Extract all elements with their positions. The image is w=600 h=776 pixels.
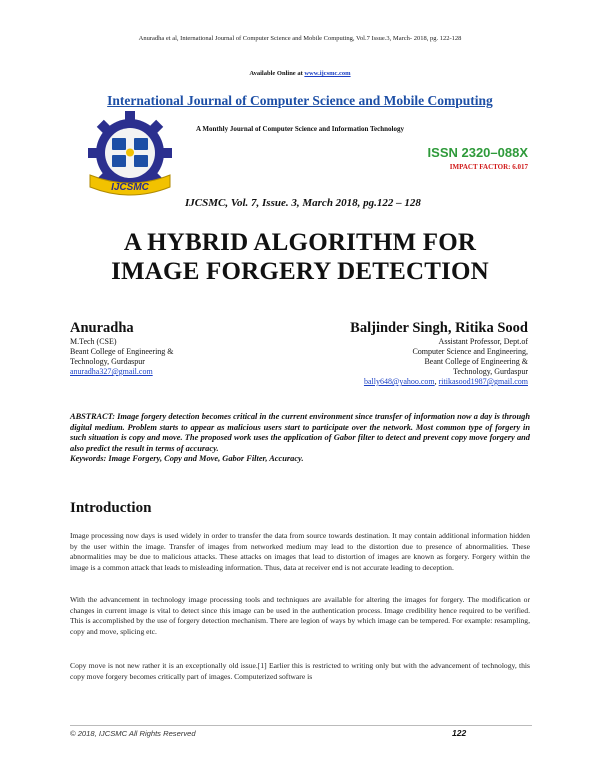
affiliation-line: Assistant Professor, Dept.of [438, 337, 528, 346]
author-email-link[interactable]: anuradha327@gmail.com [70, 367, 153, 376]
abstract-block [70, 412, 530, 465]
journal-subtitle: A Monthly Journal of Computer Science and Information Technology [196, 125, 404, 133]
journal-name[interactable]: International Journal of Computer Science and Mobile Computing [107, 93, 493, 108]
citation-line: IJCSMC, Vol. 7, Issue. 3, March 2018, pg.122 – 128 [185, 197, 421, 209]
page-number: 122 [452, 728, 467, 738]
paragraph: Image processing now days is used widely in order to transfer the data from source towards destination. It may contain additional information hidden by the user within the image. Transfer of images from networked medium may lead to the distortion due to presence of abnormalities. These abnormalities may be due to malicious attacks. These attacks on images that lead to distortion of images are known as forgery. Forgery within the image is a common attack that leads to misleading information. Thus, data at receiver end is not accurate leading to deception. [70, 531, 530, 572]
title-line: IMAGE FORGERY DETECTION [111, 258, 489, 285]
journal-website-link[interactable]: www.ijcsmc.com [304, 70, 351, 77]
logo-text: IJCSMC [111, 182, 149, 193]
paragraph: With the advancement in technology image processing tools and techniques are available for altering the images for forgery. The modification or changes in current image is vital to detect since this image can be used in the authentication process. Image credibility hence required to be verified. This is accomplished by the use of forgery detection mechanism. There are legion of ways by which image can be tempered. For example: resampling, copy and move, splicing etc. [70, 595, 530, 636]
available-label: Available Online at [249, 70, 305, 77]
affiliation-line: Beant College of Engineering & [424, 357, 528, 366]
affiliation-line: M.Tech (CSE) [70, 337, 117, 346]
abstract-text: ABSTRACT: Image forgery detection becomes critical in the current environment since transfer of information now a day is through digital medium. Problem starts to appear as malicious users start to participate over the network. Most common type of forgery in such situation is copy and move. The proposed work uses the application of Gabor filter to detect and prevent copy move forgery and also predict the result in terms of accuracy. [70, 412, 530, 453]
available-online [0, 70, 600, 77]
paper-title [0, 228, 600, 286]
ijcsmc-logo-icon [80, 105, 180, 205]
issn-label: ISSN 2320–088X [427, 145, 528, 160]
running-head: Anuradha et al, International Journal of Computer Science and Mobile Computing, Vol.7 Issue.3, March- 2018, pg. 122-128 [138, 35, 462, 42]
affiliation-line: Computer Science and Engineering, [412, 347, 528, 356]
footer-divider [70, 725, 532, 726]
email-separator: , [434, 377, 439, 386]
title-line: A HYBRID ALGORITHM FOR [123, 229, 477, 256]
affiliation-line: Beant College of Engineering & [70, 347, 174, 356]
affiliation-line: Technology, Gurdaspur [453, 367, 528, 376]
author-block-right [228, 320, 528, 387]
footer-copyright: © 2018, IJCSMC All Rights Reserved [70, 729, 196, 738]
author-email-link[interactable]: ritikasood1987@gmail.com [438, 377, 528, 386]
section-heading: Introduction [70, 500, 152, 516]
impact-factor: IMPACT FACTOR: 6.017 [449, 163, 528, 171]
affiliation-line: Technology, Gurdaspur [70, 357, 145, 366]
author-email-link[interactable]: bally648@yahoo.com [363, 377, 435, 386]
keywords: Keywords: Image Forgery, Copy and Move, Gabor Filter, Accuracy. [70, 454, 304, 463]
author-name: Baljinder Singh, Ritika Sood [350, 320, 528, 336]
author-name: Anuradha [70, 320, 134, 336]
author-affiliation [228, 337, 528, 387]
paragraph: Copy move is not new rather it is an exceptionally old issue.[1] Earlier this is restricted to writing only but with the advancement of technology, this copy move forgery becomes critically part of images. Computerized software is [70, 661, 530, 681]
